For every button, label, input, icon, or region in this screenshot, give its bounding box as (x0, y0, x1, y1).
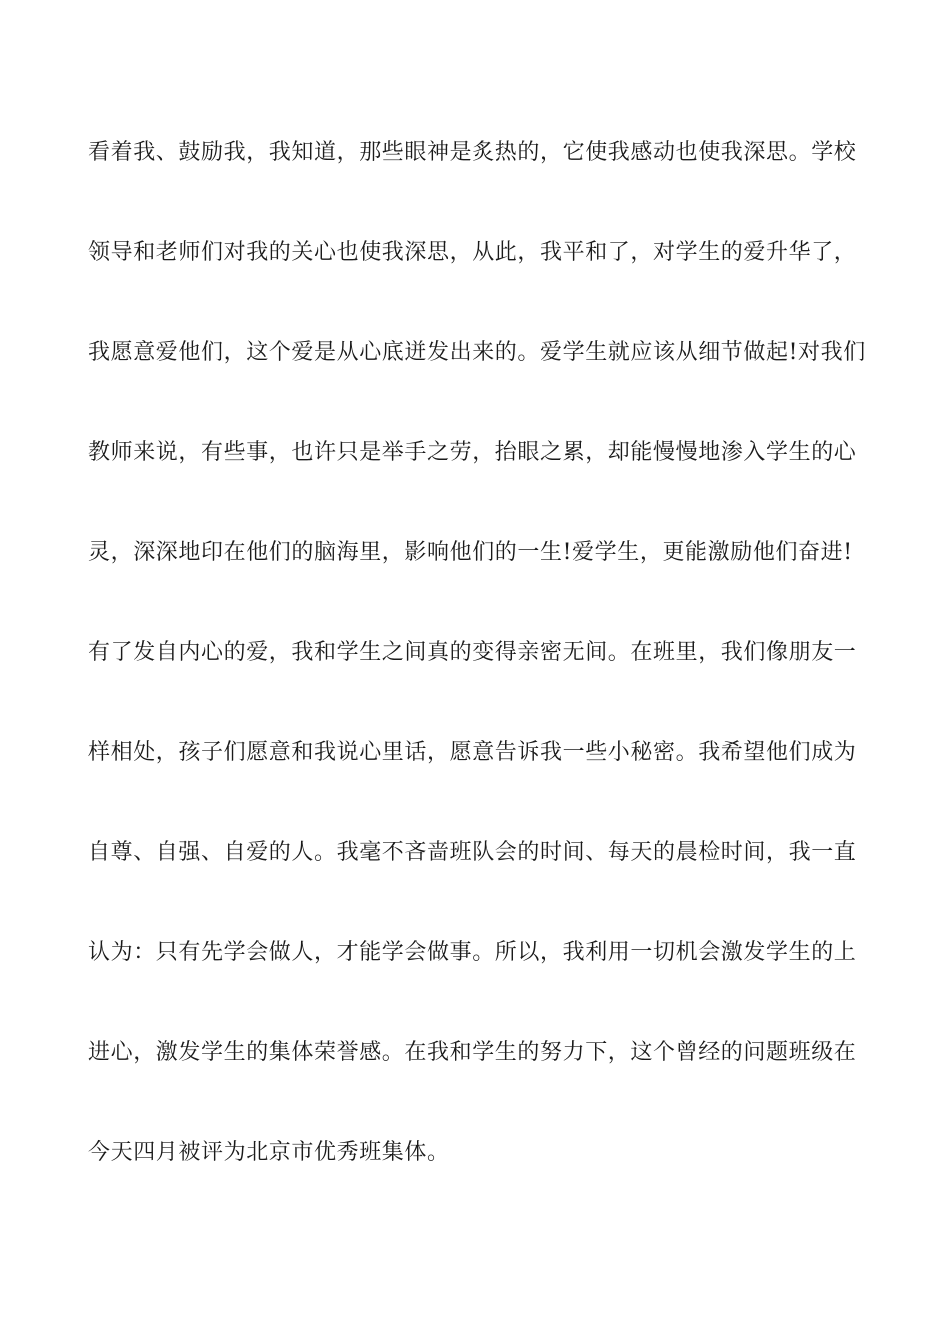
text-line: 今天四月被评为北京市优秀班集体。 (88, 1140, 450, 1165)
text-line: 有了发自内心的爱，我和学生之间真的变得亲密无间。在班里，我们像朋友一 (88, 640, 857, 665)
text-line: 我愿意爱他们，这个爱是从心底迸发出来的。爱学生就应该从细节做起!对我们 (88, 340, 866, 365)
text-line: 样相处，孩子们愿意和我说心里话，愿意告诉我一些小秘密。我希望他们成为 (88, 740, 857, 765)
text-line: 看着我、鼓励我，我知道，那些眼神是炙热的，它使我感动也使我深思。学校 (88, 140, 857, 165)
text-line: 灵，深深地印在他们的脑海里，影响他们的一生!爱学生，更能激励他们奋进! (88, 540, 853, 565)
text-line: 领导和老师们对我的关心也使我深思，从此，我平和了，对学生的爱升华了， (88, 240, 857, 265)
text-line: 进心，激发学生的集体荣誉感。在我和学生的努力下，这个曾经的问题班级在 (88, 1040, 857, 1065)
text-line: 教师来说，有些事，也许只是举手之劳，抬眼之累，却能慢慢地渗入学生的心 (88, 440, 857, 465)
text-line: 认为：只有先学会做人，才能学会做事。所以，我利用一切机会激发学生的上 (88, 940, 857, 965)
text-line: 自尊、自强、自爱的人。我毫不吝啬班队会的时间、每天的晨检时间，我一直 (88, 840, 857, 865)
body-text (88, 128, 868, 1228)
